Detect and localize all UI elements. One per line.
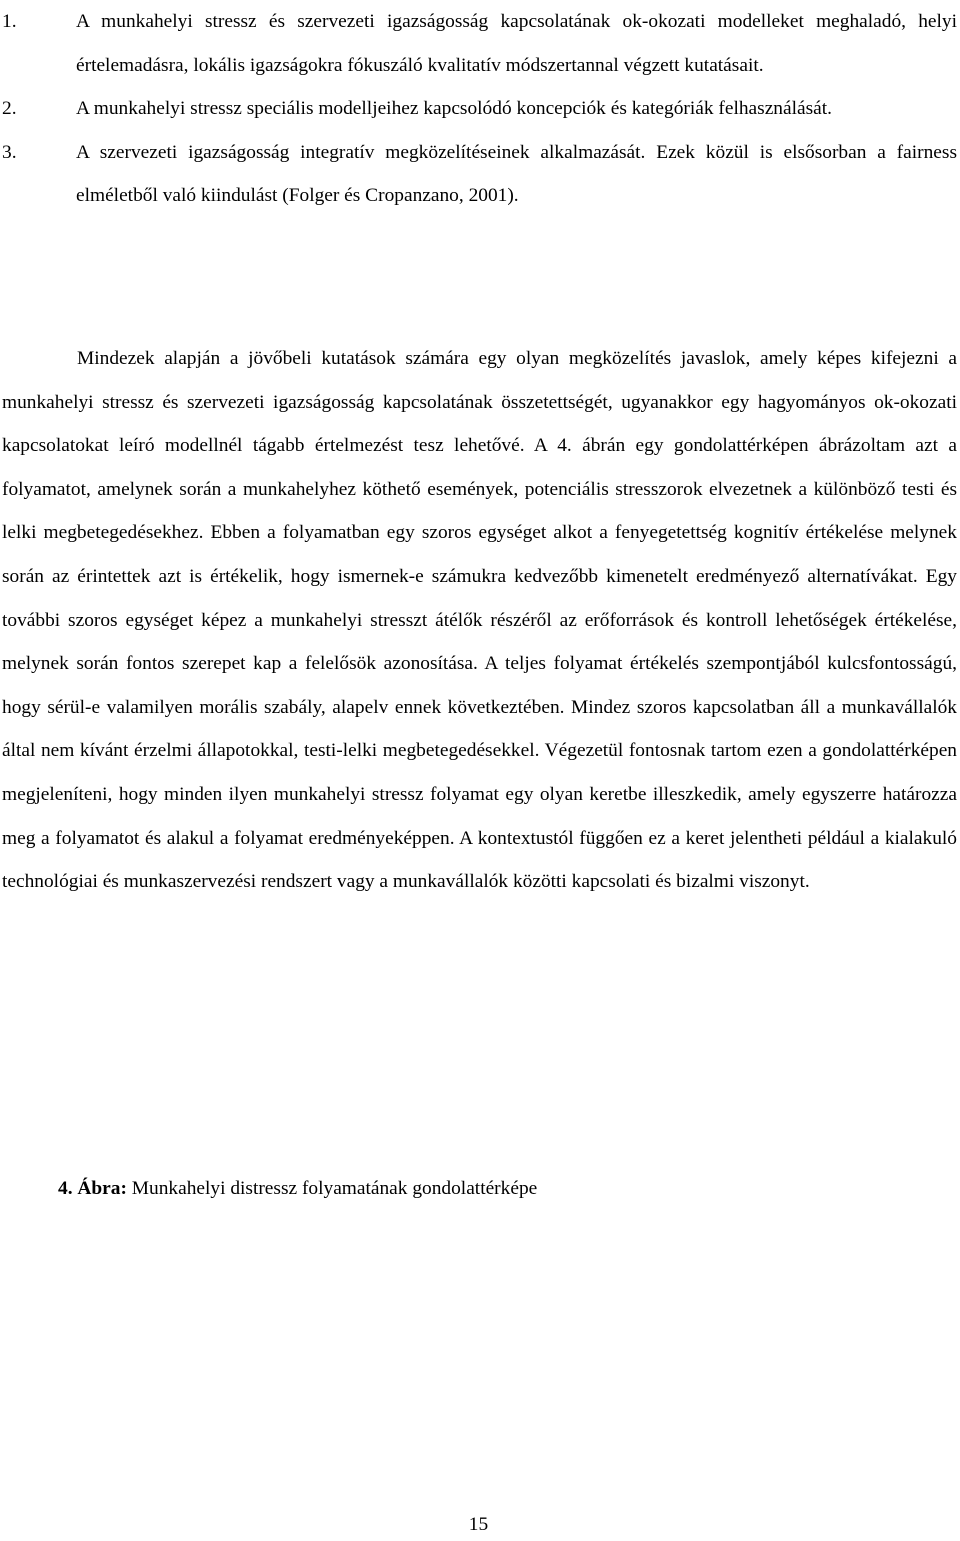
figure-caption-label: 4. Ábra:: [58, 1178, 127, 1199]
list-item-number: 3.: [2, 141, 17, 163]
numbered-list: [0, 0, 957, 218]
list-item-text: A munkahelyi stressz speciális modelljeihez kapcsolódó koncepciók és kategóriák felhasználását.: [76, 98, 832, 119]
figure-caption-text: Munkahelyi distressz folyamatának gondolattérképe: [126, 1178, 538, 1199]
page-number: 15: [468, 1514, 489, 1535]
list-item-text: A munkahelyi stressz és szervezeti igazságosság kapcsolatának ok-okozati modelleket meghaladó, helyi értelemadásra, lokális igazságokra fókuszáló kvalitatív módszertannal végzett kutatásait.: [76, 11, 957, 76]
list-item-text: A szervezeti igazságosság integratív megközelítéseinek alkalmazását. Ezek közül is elsősorban a fairness elméletből való kiindulást (Folger és Cropanzano, 2001).: [76, 141, 957, 206]
list-item-number: 2.: [2, 98, 17, 119]
list-item-number: 1.: [2, 11, 17, 32]
list-item: [0, 0, 957, 87]
list-item: [0, 131, 957, 218]
figure-caption: [58, 1167, 537, 1210]
body-paragraph: Mindezek alapján a jövőbeli kutatások számára egy olyan megközelítés javaslok, amely képes kifejezni a munkahelyi stressz és szervezeti igazságosság kapcsolatának összetettségét, ugyanakkor egy hagyományos ok-okozati kapcsolatokat leíró modellnél tágabb értelmezést tesz lehetővé. A 4. ábrán egy gondolattérképen ábrázoltam azt a folyamatot, amelynek során a munkahelyhez köthető események, potenciális stresszorok elvezetnek a különböző testi és lelki megbetegedésekhez. Ebben a folyamatban egy szoros egységet alkot a fenyegetettség kognitív értékelése melynek során az érintettek azt is értékelik, hogy ismernek-e számukra kedvezőbb kimenetelt eredményező alternatívákat. Egy további szoros egységet képez a munkahelyi stresszt átélők részéről az erőforrások és kontroll lehetőségek értékelése, melynek során fontos szerepet kap a felelősök azonosítása. A teljes folyamat értékelés szempontjából kulcsfontosságú, hogy sérül-e valamilyen morális szabály, alapelv ennek következtében. Mindez szoros kapcsolatban áll a munkavállalók által nem kívánt érzelmi állapotokkal, testi-lelki megbetegedésekkel. Végezetül fontosnak tartom ezen a gondolattérképen megjeleníteni, hogy minden ilyen munkahelyi stressz folyamat egy olyan keretbe illeszkedik, amely egyszerre határozza meg a folyamatot és alakul a folyamat eredményeképpen. A kontextustól függően ez a keret jelentheti például a kialakuló technológiai és munkaszervezési rendszert vagy a munkavállalók közötti kapcsolati és bizalmi viszonyt.: [2, 348, 957, 893]
list-item: [0, 87, 957, 131]
